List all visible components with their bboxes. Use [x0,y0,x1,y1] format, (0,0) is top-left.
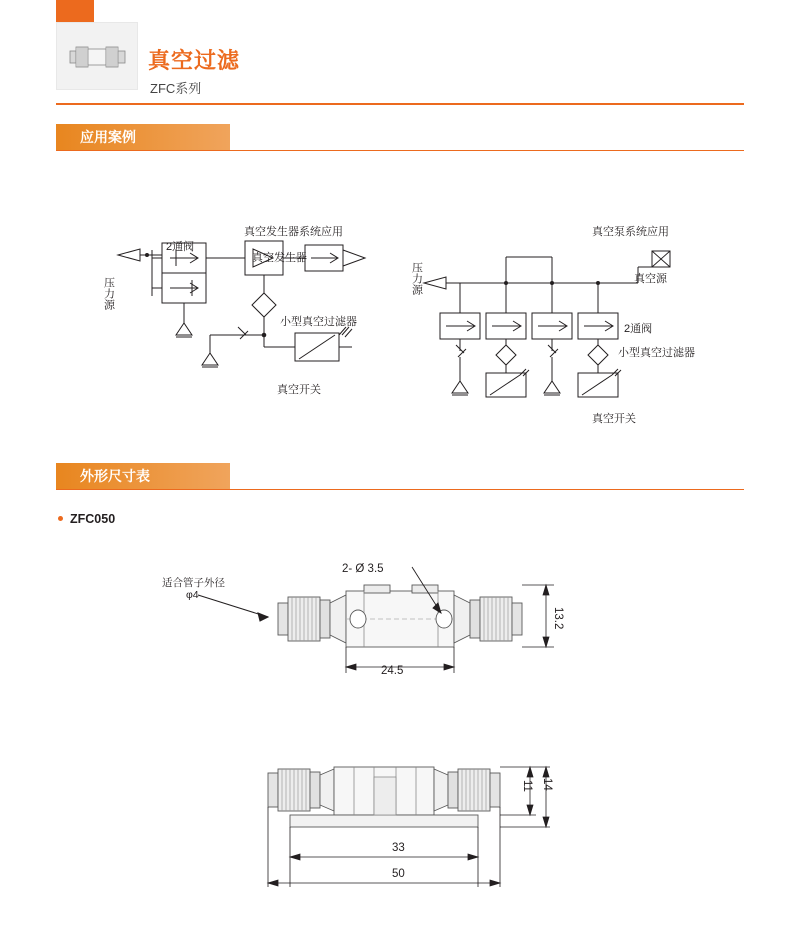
right-label-mini-vacuum-filter: 小型真空过滤器 [618,347,695,359]
section-divider-dimensions [56,489,744,490]
vacuum-filter-product-icon [68,42,128,72]
hole-dimension-note: 2- Ø 3.5 [342,563,384,575]
section-header-application: 应用案例 [56,124,230,150]
right-label-two-way-valve: 2通阀 [624,323,653,335]
width-dimension-top: 24.5 [381,665,404,677]
height-dimension-inner: 11 [521,780,533,792]
right-label-pressure-source: 压力源 [410,262,423,295]
height-dimension-top: 13.2 [552,607,564,630]
product-thumbnail [56,22,138,90]
tube-note-line2: φ4 [186,589,199,601]
left-label-mini-vacuum-filter: 小型真空过滤器 [280,316,357,328]
page-subtitle: ZFC系列 [150,81,202,96]
page-title: 真空过滤 [148,48,241,73]
page-header [0,0,800,112]
left-diagram-title: 真空发生器系统应用 [244,226,343,238]
right-label-vacuum-switch: 真空开关 [592,413,636,425]
section-divider-application [56,150,744,151]
dimension-drawing-bottom [250,755,580,915]
tube-note-line1: 适合管子外径 [162,577,225,589]
left-label-vacuum-switch: 真空开关 [277,384,321,396]
left-label-pressure-source: 压力源 [102,277,115,310]
application-diagram-vacuum-pump [400,195,730,410]
model-label-text: ZFC050 [70,512,116,526]
left-label-vacuum-generator: 真空发生器 [252,252,307,264]
width-dimension-inner: 33 [392,842,405,854]
model-label [58,512,115,526]
left-label-two-way-valve: 2通阀 [166,241,195,253]
section-header-dimensions: 外形尺寸表 [56,463,230,489]
header-divider [56,103,744,105]
height-dimension-outer: 14 [541,778,553,791]
right-label-vacuum-source: 真空源 [634,273,667,285]
right-diagram-title: 真空泵系统应用 [592,226,669,238]
bullet-icon [58,516,63,521]
width-dimension-outer: 50 [392,868,405,880]
